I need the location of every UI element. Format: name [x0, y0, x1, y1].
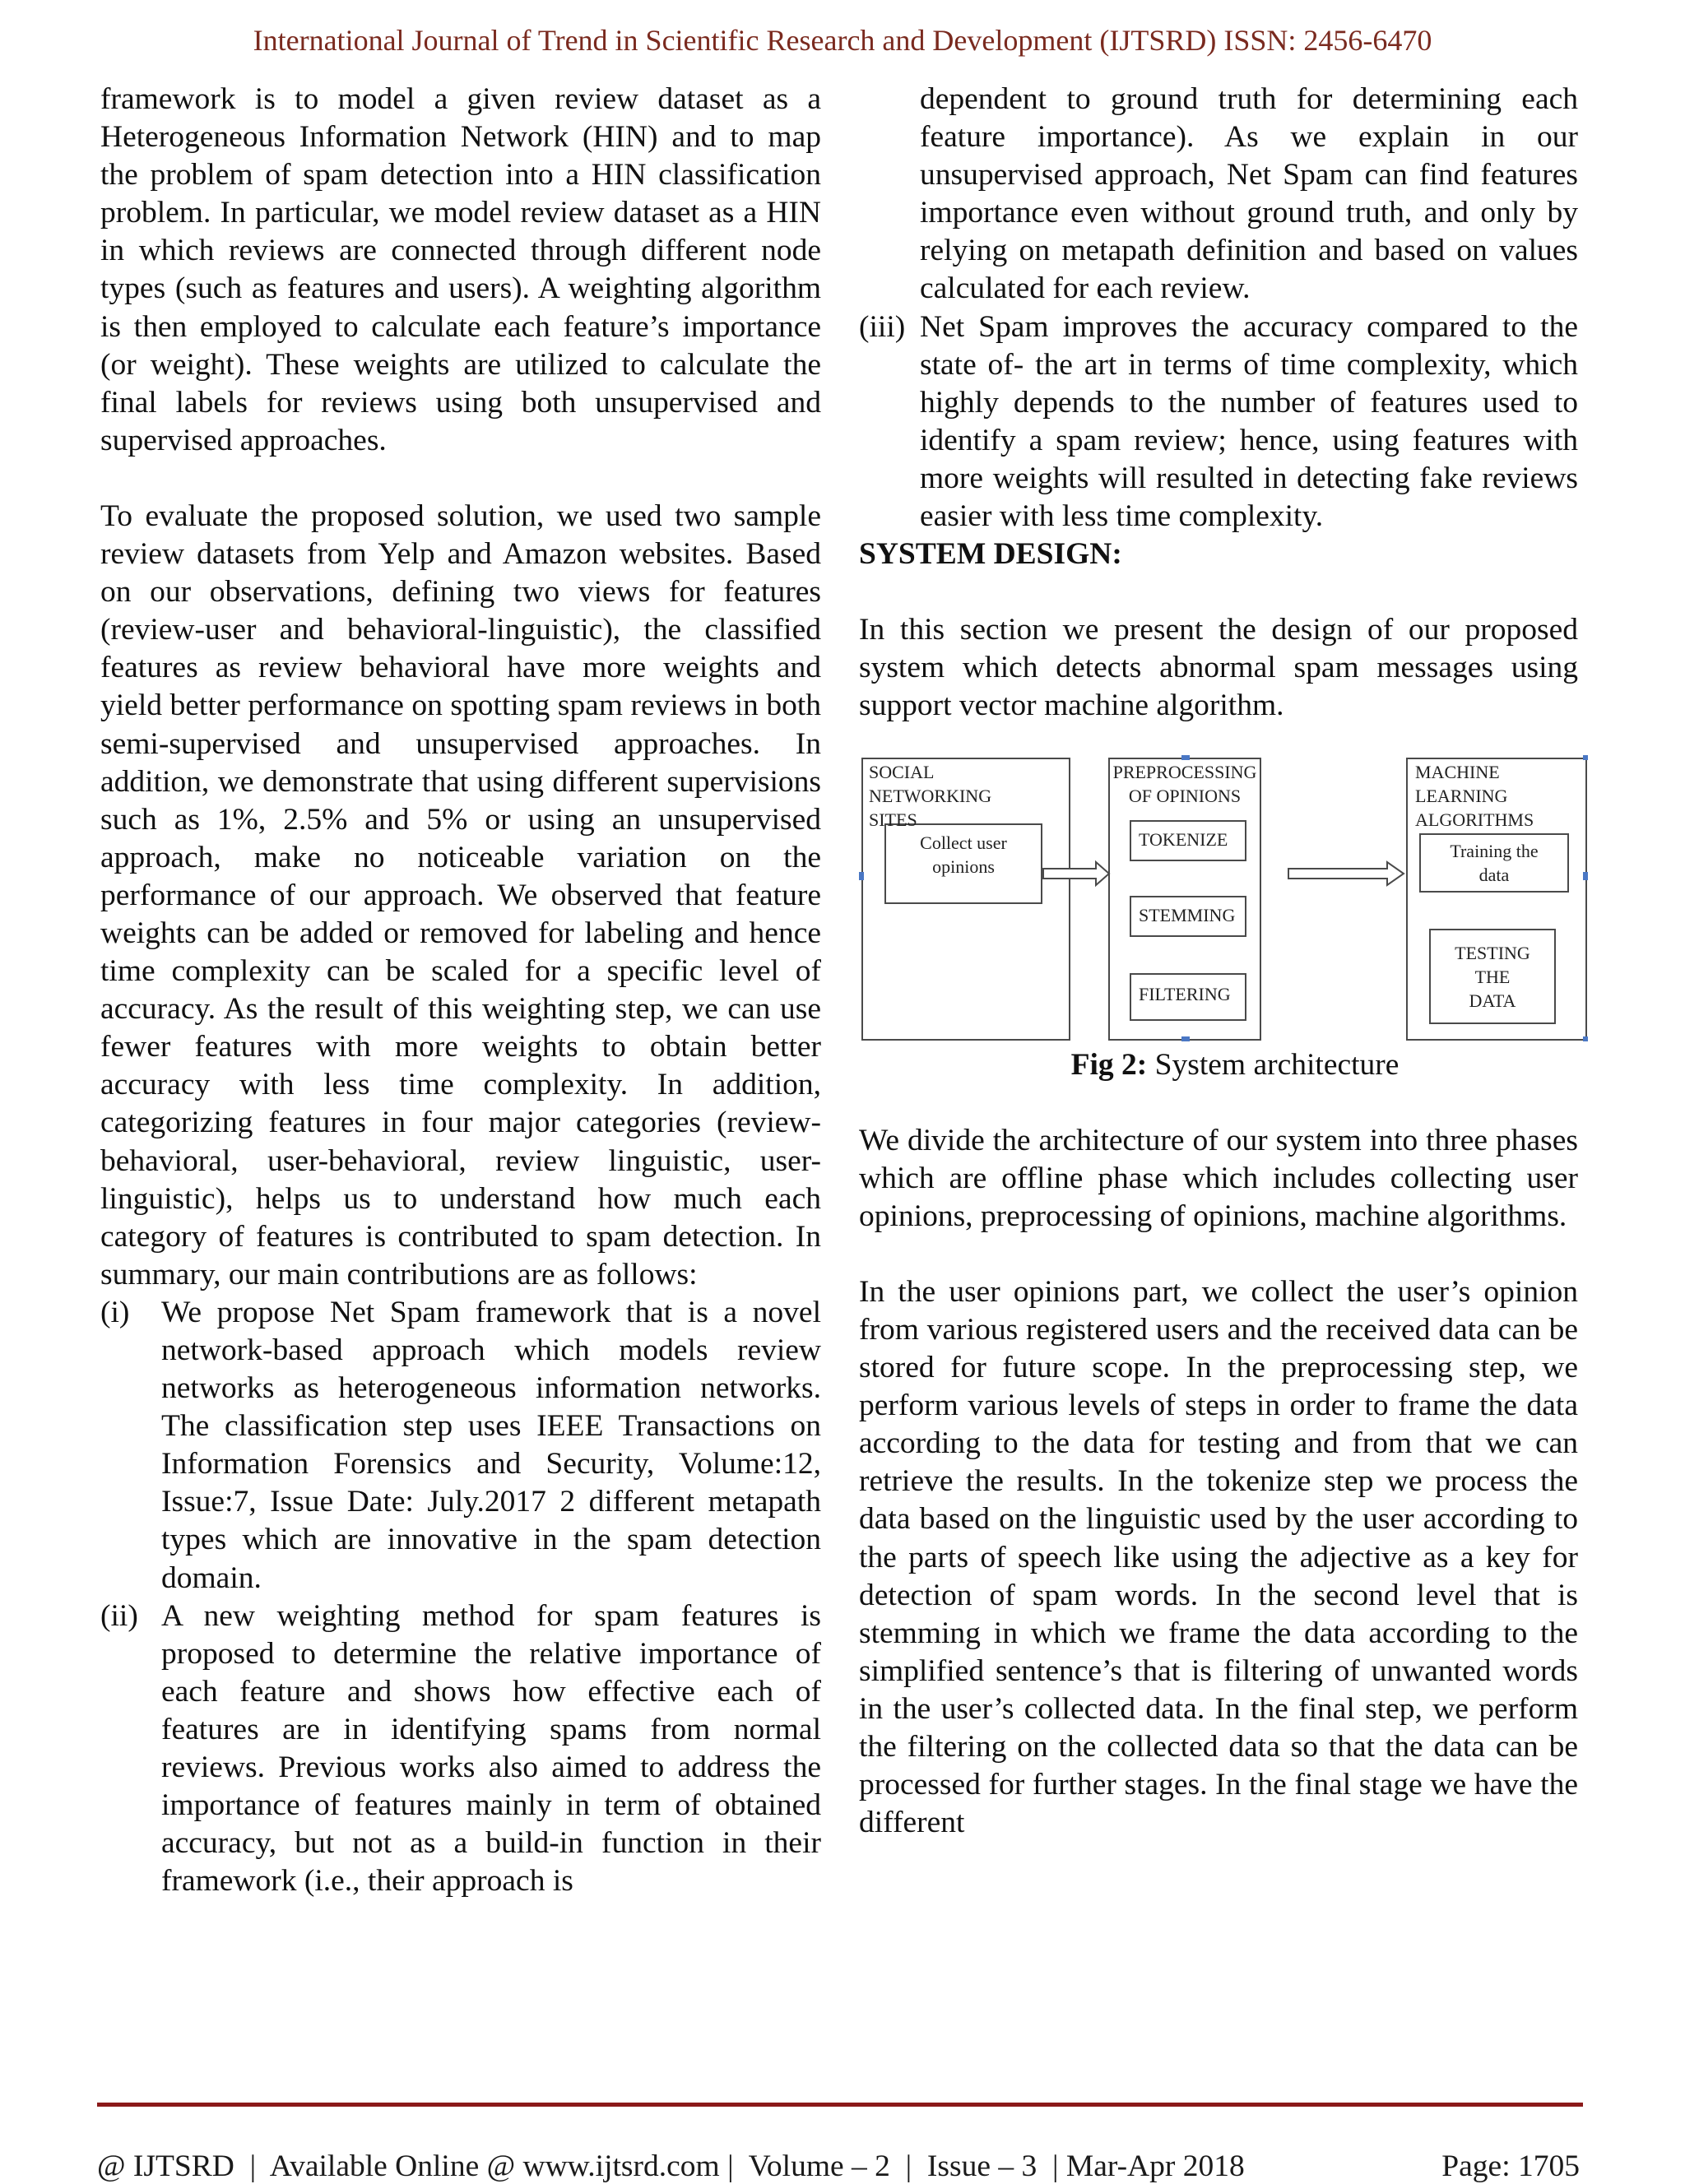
footer-info: @ IJTSRD | Available Online @ www.ijtsrd.com | Volume – 2 | Issue – 3 | Mar-Apr 2018	[97, 2149, 1245, 2183]
page-number: Page: 1705	[1441, 2149, 1580, 2183]
item-label: (ii)	[100, 1598, 138, 1633]
contribution-item-ii-continued	[859, 81, 1578, 308]
label-ml-algorithms: MACHINE LEARNING ALGORITHMS	[1415, 761, 1534, 830]
label-tokenize: TOKENIZE	[1139, 828, 1228, 850]
paragraph-user-opinions: In the user opinions part, we collect the user’s opinion from various registered users and the received data can be stored for future scope. In the preprocessing step, we perform various levels of steps in order to frame the data according to the data for testing and from that we can retrieve the results. In the tokenize step we process the data based on the linguistic used by the user according to the parts of speech like using the adjective as a key for detection of spam words. In the second level that is stemming in which we frame the data according to the simplified sentence’s that is filtering of unwanted words in the user’s collected data. In the final step, we perform the filtering on the collected data so that the data can be processed for further stages. In the final stage we have the different	[859, 1274, 1578, 1840]
handle-marker	[1583, 872, 1588, 880]
arrow-social-to-preprocessing	[1043, 862, 1109, 885]
page-footer	[97, 2149, 1580, 2184]
contribution-item-ii	[100, 1597, 821, 1901]
handle-marker	[1181, 1036, 1190, 1041]
label-testing: TESTING THE DATA	[1455, 942, 1530, 1011]
left-column	[100, 81, 821, 1900]
caption-text: System architecture	[1154, 1047, 1400, 1082]
paragraph-framework: framework is to model a given review dataset as a Heterogeneous Information Network (HIN) and to map the problem of spam detection into a HIN classification problem. In particular, we model review dataset as a HIN in which reviews are connected through different node types (such as features and users). A weighting algorithm is then employed to calculate each feature’s importance (or weight). These weights are utilized to calculate the final labels for reviews using both unsupervised and supervised approaches.	[100, 82, 821, 457]
contribution-item-i	[100, 1294, 821, 1597]
section-heading: SYSTEM DESIGN:	[859, 537, 1122, 572]
system-architecture-figure	[856, 726, 1588, 1046]
figure-caption	[859, 1046, 1578, 1084]
item-text: We propose Net Spam framework that is a novel network-based approach which models review networks as heterogeneous information networks. The classification step uses IEEE Transactions on Information Forensics and Security, Volume:12, Issue:7, Issue Date: July.2017 2 different metapath types which are innovative in the spam detection domain.	[161, 1295, 821, 1595]
contribution-item-iii	[859, 308, 1578, 536]
label-training: Training the data	[1450, 840, 1539, 885]
right-column	[859, 81, 1578, 1842]
handle-marker	[1583, 1036, 1588, 1041]
handle-marker	[859, 872, 864, 880]
item-text: A new weighting method for spam features is proposed to determine the relative importance of each feature and shows how effective each of features are in identifying spams from normal reviews. Previous works also aimed to address the importance of features mainly in term of obtained accuracy, but not as a build-in function in their framework (i.e., their approach is	[161, 1598, 821, 1899]
paragraph-design: In this section we present the design of our proposed system which detects abnormal spam messages using support vector machine algorithm.	[859, 613, 1578, 723]
arrow-preprocessing-to-ml	[1288, 862, 1404, 885]
footer-rule	[97, 2103, 1583, 2107]
paragraph-phases: We divide the architecture of our system into three phases which are offline phase which includes collecting user opinions, preprocessing of opinions, machine algorithms.	[859, 1123, 1578, 1233]
item-label: (i)	[100, 1295, 130, 1329]
label-preprocessing: PREPROCESSING OF OPINIONS	[1112, 761, 1257, 806]
label-stemming: STEMMING	[1139, 904, 1236, 925]
journal-header: International Journal of Trend in Scientific Research and Development (IJTSRD) ISSN: 2456-6470	[253, 24, 1432, 57]
paragraph-evaluation: To evaluate the proposed solution, we used two sample review datasets from Yelp and Amazon websites. Based on our observations, defining two views for features (review-user and behavioral-linguistic), the classified features as review behavioral have more weights and yield better performance on spotting spam reviews in both semi-supervised and unsupervised approaches. In addition, we demonstrate that using different supervisions such as 1%, 2.5% and 5% or using an unsupervised approach, make no noticeable variation on the performance of our approach. We observed that feature weights can be added or removed for labeling and hence time complexity can be scaled for a specific level of accuracy. As the result of this weighting step, we can use fewer features with more weights to obtain better accuracy with less time complexity. In addition, categorizing features in four major categories (review-behavioral, user-behavioral, review linguistic, user-linguistic), helps us to understand how much each category of features is contributed to spam detection. In summary, our main contributions are as follows:	[100, 498, 821, 1291]
handle-marker	[1583, 755, 1588, 760]
label-collect-user-opinions: Collect user opinions	[920, 832, 1007, 877]
label-filtering: FILTERING	[1139, 983, 1231, 1004]
item-label: (iii)	[859, 309, 906, 344]
label-social-networking: SOCIAL NETWORKING SITES	[869, 761, 992, 830]
item-text: Net Spam improves the accuracy compared to the state of- the art in terms of time complexity, which highly depends to the number of features used to identify a spam review; hence, using features with more weights will resulted in detecting fake reviews easier with less time complexity.	[920, 309, 1578, 534]
item-text: dependent to ground truth for determining each feature importance). As we explain in our unsupervised approach, Net Spam can find features importance even without ground truth, and only by relying on metapath definition and based on values calculated for each review.	[920, 82, 1578, 306]
caption-label: Fig 2:	[1070, 1047, 1148, 1082]
